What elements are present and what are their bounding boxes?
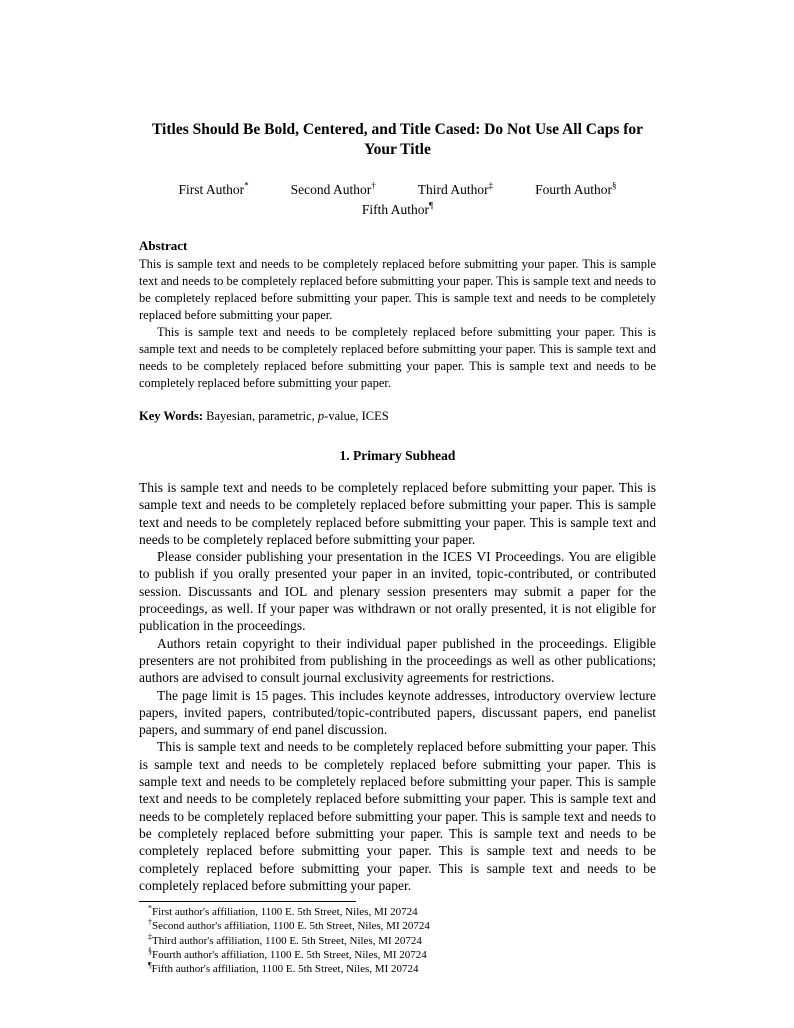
abstract-paragraph: This is sample text and needs to be completely replaced before submitting your paper. This is sample text and needs to be completely replaced before submitting your paper. This is sample text and needs to be completely replaced before submitting your paper. This is sample text and needs to be completely replaced before submitting your paper. bbox=[139, 325, 656, 390]
footnote-text: Third author's affiliation, 1100 E. 5th Street, Niles, MI 20724 bbox=[152, 934, 422, 947]
keywords-text bbox=[206, 409, 389, 423]
body-paragraph: The page limit is 15 pages. This includes keynote addresses, introductory overview lecture papers, invited papers, contributed/topic-contributed papers, discussant papers, end panelist papers, and summary of end panel discussion. bbox=[139, 687, 656, 738]
footnote bbox=[148, 948, 656, 962]
keywords-italic: p bbox=[317, 409, 325, 423]
footnote-mark: * bbox=[148, 903, 152, 913]
abstract-paragraph: This is sample text and needs to be completely replaced before submitting your paper. This is sample text and needs to be completely replaced before submitting your paper. This is sample text and needs to be completely replaced before submitting your paper. This is sample text and needs to be completely replaced before submitting your paper. bbox=[139, 257, 656, 322]
author bbox=[291, 181, 376, 198]
keywords-post: -value, ICES bbox=[324, 409, 389, 423]
author-footnote-mark: ¶ bbox=[429, 200, 434, 211]
section-heading: 1. Primary Subhead bbox=[339, 448, 456, 463]
paper-title: Titles Should Be Bold, Centered, and Title Cased: Do Not Use All Caps for Your Title bbox=[151, 121, 644, 158]
abstract-section bbox=[139, 237, 656, 392]
footnote-mark: § bbox=[148, 946, 152, 956]
keywords-pre: Bayesian, parametric, bbox=[206, 409, 318, 423]
keywords-label: Key Words: bbox=[139, 409, 204, 423]
footnote bbox=[148, 905, 656, 919]
footnote-text: Fourth author's affiliation, 1100 E. 5th Street, Niles, MI 20724 bbox=[152, 949, 427, 962]
body-paragraph: This is sample text and needs to be completely replaced before submitting your paper. This is sample text and needs to be completely replaced before submitting your paper. This is sample text and needs to be completely replaced before submitting your paper. This is sample text and needs to be completely replaced before submitting your paper. This is sample text and needs to be completely replaced before submitting your paper. This is sample text and needs to be completely replaced before submitting your paper. This is sample text and needs to be completely replaced before submitting your paper. This is sample text and needs to be completely replaced before submitting your paper. This is sample text and needs to be completely replaced before submitting your paper. bbox=[139, 739, 656, 893]
author-footnote-mark: * bbox=[244, 180, 249, 191]
keywords-line bbox=[139, 408, 656, 425]
abstract-heading: Abstract bbox=[139, 238, 188, 253]
author-footnote-mark: † bbox=[371, 180, 376, 191]
footnote-text: First author's affiliation, 1100 E. 5th Street, Niles, MI 20724 bbox=[152, 906, 418, 919]
paper-content bbox=[139, 120, 656, 977]
footnote bbox=[148, 919, 656, 933]
author-footnote-mark: ‡ bbox=[488, 180, 494, 191]
footnote bbox=[148, 962, 656, 976]
author-name: Fourth Author bbox=[535, 182, 613, 197]
author-list-row-2 bbox=[139, 201, 656, 218]
body-paragraph: Please consider publishing your presentation in the ICES VI Proceedings. You are eligible to publish if you orally presented your paper in an invited, topic-contributed, or contributed session. Discussants and IOL and plenary session presenters may submit a paper for the proceedings, as well. If your paper was withdrawn or not orally presented, it is not eligible for publication in the proceedings. bbox=[139, 549, 656, 634]
author-name: First Author bbox=[178, 182, 245, 197]
author-footnote-mark: § bbox=[612, 180, 617, 191]
footnote-rule bbox=[139, 901, 356, 902]
footnote-mark: ¶ bbox=[148, 960, 152, 970]
author bbox=[362, 201, 433, 218]
footnote bbox=[148, 934, 656, 948]
author-name: Third Author bbox=[417, 182, 489, 197]
author-name: Second Author bbox=[290, 182, 372, 197]
footnote-mark: ‡ bbox=[148, 932, 152, 942]
footnotes-section bbox=[139, 905, 656, 976]
author-name: Fifth Author bbox=[361, 202, 430, 217]
body-paragraph: This is sample text and needs to be completely replaced before submitting your paper. This is sample text and needs to be completely replaced before submitting your paper. This is sample text and needs to be completely replaced before submitting your paper. This is sample text and needs to be completely replaced before submitting your paper. bbox=[139, 480, 656, 547]
body-paragraph: Authors retain copyright to their individual paper published in the proceedings. Eligible presenters are not prohibited from publishing in the proceedings as well as other publications; authors are advised to consult journal exclusivity agreements for restrictions. bbox=[139, 635, 656, 686]
author-list-row-1 bbox=[139, 181, 656, 198]
author bbox=[178, 181, 248, 198]
footnote-mark: † bbox=[148, 917, 152, 927]
author bbox=[535, 181, 616, 198]
author bbox=[418, 181, 493, 198]
footnote-text: Fifth author's affiliation, 1100 E. 5th Street, Niles, MI 20724 bbox=[151, 963, 419, 976]
footnote-text: Second author's affiliation, 1100 E. 5th Street, Niles, MI 20724 bbox=[152, 920, 430, 933]
